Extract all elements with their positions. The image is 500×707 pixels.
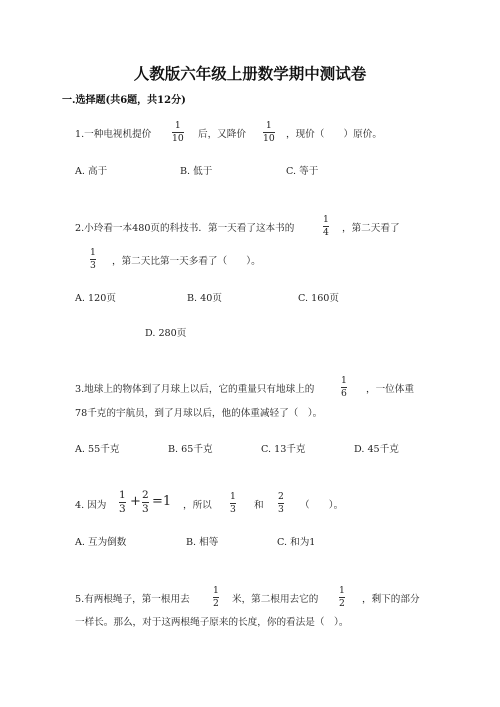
q5-text-part2: 米，第二根用去它的 [232, 594, 319, 605]
q4-text-part3: （ ）。 [300, 500, 344, 511]
q2-fraction-2-numerator: 1 [90, 247, 96, 258]
q1-option-c[interactable]: C. 等于 [286, 166, 319, 177]
q2-fraction-2 [90, 248, 96, 271]
q5-text-part1: 5.有两根绳子，第一根用去 [75, 594, 190, 605]
q5-fraction-2-denominator: 2 [339, 598, 345, 609]
q3-option-c[interactable]: C. 13千克 [261, 444, 306, 455]
q5-text-part3: ，剩下的部分 [362, 594, 420, 605]
q1-option-a[interactable]: A. 高于 [75, 166, 108, 177]
q5-fraction-1-numerator: 1 [213, 585, 219, 596]
q1-text-part2: 后，又降价 [198, 129, 246, 140]
q2-text-part3: ，第二天比第一天多看了（ ）。 [112, 256, 261, 267]
q5-fraction-2-numerator: 1 [339, 585, 345, 596]
q4-fraction-2 [278, 492, 284, 515]
q3-option-b[interactable]: B. 65千克 [168, 444, 213, 455]
q3-fraction-1-numerator: 1 [341, 375, 347, 386]
q1-option-b[interactable]: B. 低于 [180, 166, 213, 177]
q5-fraction-1 [213, 586, 219, 609]
section-heading: 一.选择题(共6题，共12分) [62, 95, 186, 106]
q4-equation-fraction-2-denominator: 3 [142, 503, 149, 515]
q4-fraction-2-numerator: 2 [278, 491, 284, 502]
q3-fraction-1-denominator: 6 [341, 388, 347, 399]
q4-fraction-1 [230, 492, 236, 515]
q1-fraction-1-denominator: 10 [172, 133, 184, 144]
q4-fraction-1-numerator: 1 [230, 491, 236, 502]
q4-equals-one: =1 [152, 494, 172, 509]
q3-text-part1: 3.地球上的物体到了月球上以后，它的重量只有地球上的 [75, 384, 315, 395]
q3-fraction-1 [341, 376, 347, 399]
q3-text-part3: 78千克的宇航员，到了月球以后，他的体重减轻了（ ）。 [75, 408, 323, 419]
q4-equation-fraction-1 [119, 490, 126, 515]
q4-equation-fraction-2-numerator: 2 [142, 489, 149, 501]
q2-option-a[interactable]: A. 120页 [75, 293, 116, 304]
q4-text-part2: ，所以 [183, 500, 212, 511]
q4-and-text: 和 [254, 500, 264, 511]
q1-fraction-2-denominator: 10 [263, 133, 275, 144]
q4-plus-sign: + [130, 494, 141, 509]
q2-text-part2: ，第二天看了 [342, 223, 400, 234]
q2-fraction-1 [323, 215, 329, 238]
q5-fraction-1-denominator: 2 [213, 598, 219, 609]
q3-text-part2: ，一位体重 [366, 384, 414, 395]
q2-fraction-2-denominator: 3 [90, 260, 96, 271]
q4-equation-fraction-2 [142, 490, 149, 515]
q2-fraction-1-numerator: 1 [323, 214, 329, 225]
q4-equation-fraction-1-denominator: 3 [119, 503, 126, 515]
q4-equation-fraction-1-numerator: 1 [119, 489, 126, 501]
q3-option-a[interactable]: A. 55千克 [75, 444, 120, 455]
q5-text-part4: 一样长。那么，对于这两根绳子原来的长度，你的看法是（ ）。 [75, 617, 349, 628]
q2-option-b[interactable]: B. 40页 [187, 293, 222, 304]
page-title: 人教版六年级上册数学期中测试卷 [133, 64, 367, 83]
q5-fraction-2 [339, 586, 345, 609]
q2-text-part1: 2.小玲看一本480页的科技书．第一天看了这本书的 [75, 223, 295, 234]
q4-option-a[interactable]: A. 互为倒数 [75, 537, 127, 548]
q1-fraction-1-numerator: 1 [174, 120, 181, 131]
q4-fraction-1-denominator: 3 [230, 504, 236, 515]
q3-option-d[interactable]: D. 45千克 [354, 444, 399, 455]
q4-text-part1: 4. 因为 [75, 500, 107, 511]
q2-option-d[interactable]: D. 280页 [145, 328, 187, 339]
q1-text-part3: ，现价（ ）原价。 [286, 129, 382, 140]
q1-fraction-2-numerator: 1 [265, 120, 272, 131]
q1-fraction-2 [263, 121, 275, 144]
q1-text-part1: 1.一种电视机提价 [75, 129, 152, 140]
q2-option-c[interactable]: C. 160页 [298, 293, 340, 304]
q4-fraction-2-denominator: 3 [278, 504, 284, 515]
q1-fraction-1 [172, 121, 184, 144]
q4-option-b[interactable]: B. 相等 [186, 537, 219, 548]
q2-fraction-1-denominator: 4 [323, 227, 329, 238]
q4-option-c[interactable]: C. 和为1 [277, 537, 316, 548]
